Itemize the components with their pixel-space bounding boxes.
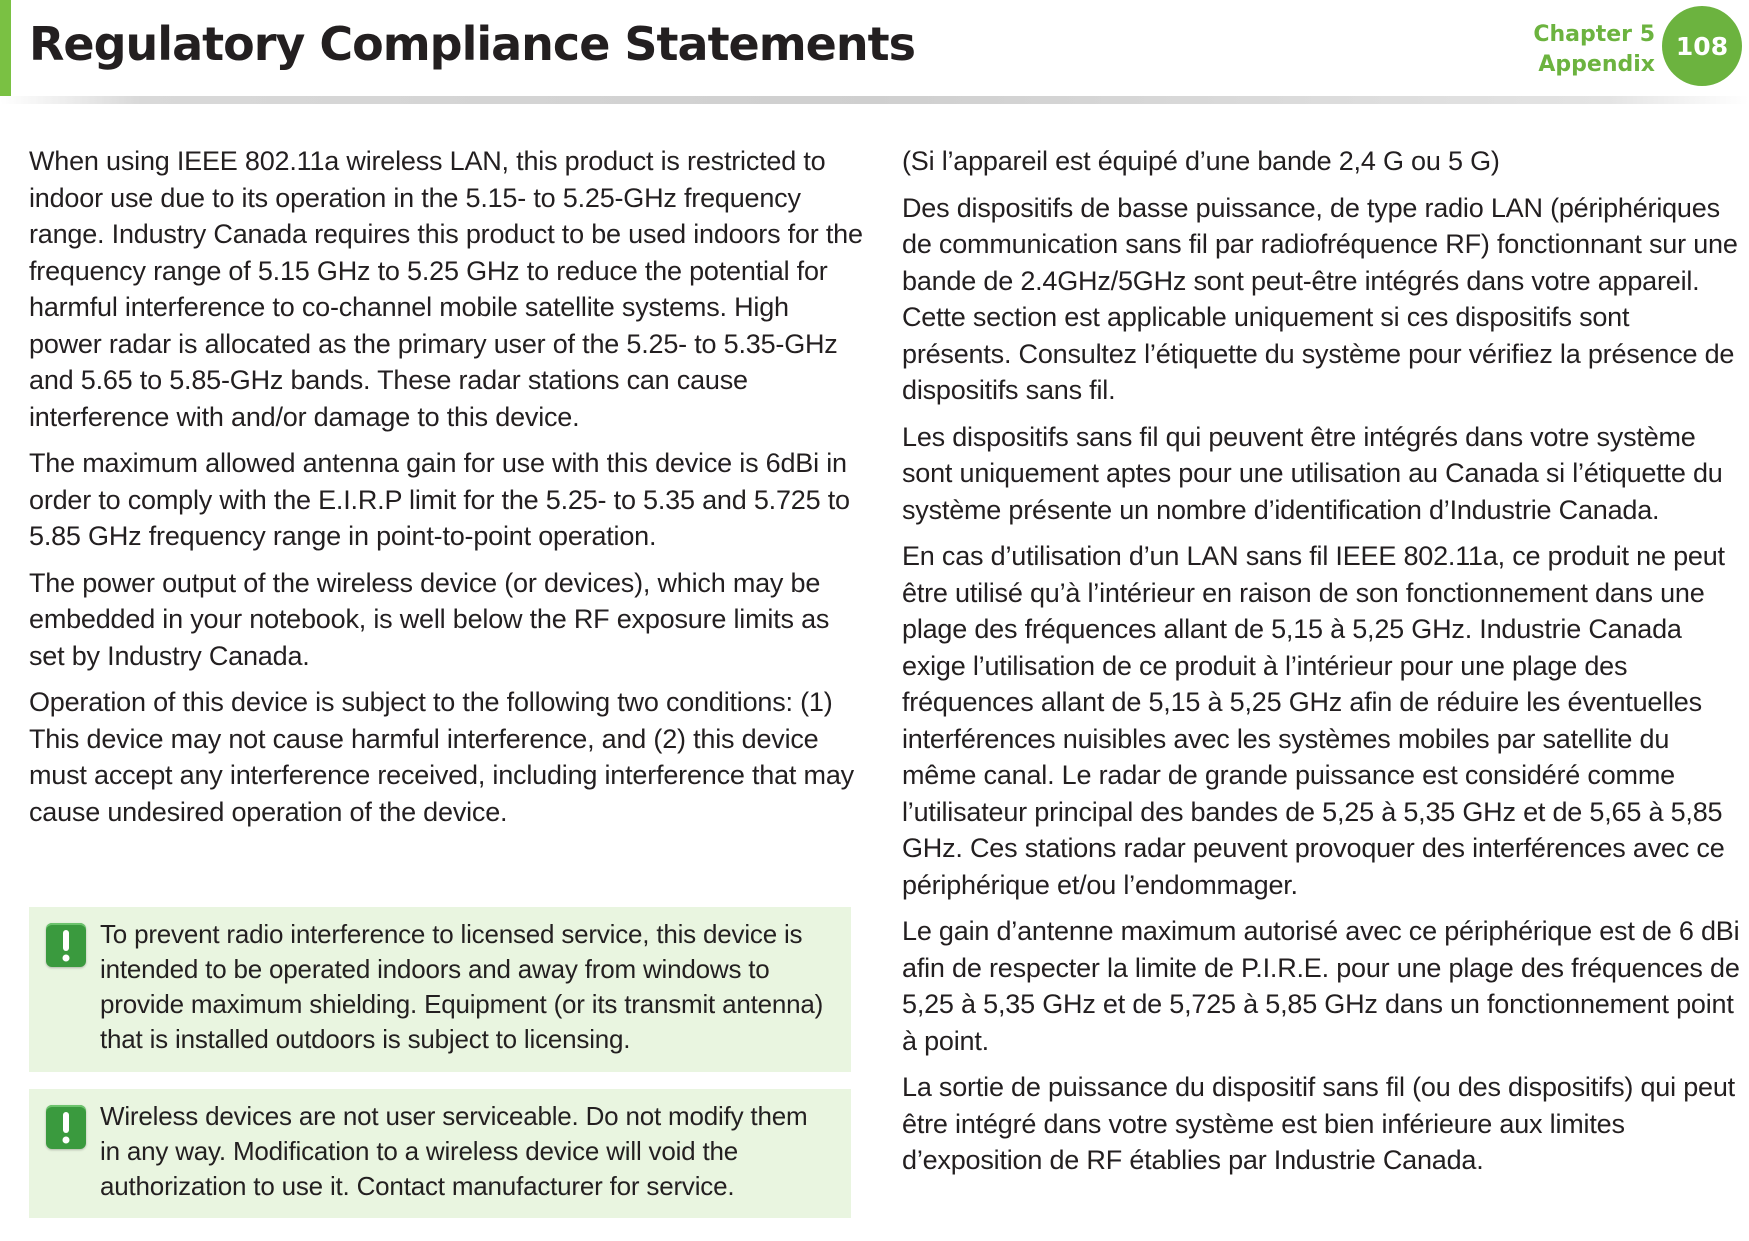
warning-icon: [46, 923, 86, 967]
paragraph: Les dispositifs sans fil qui peuvent être intégrés dans votre système sont uniquement aptes pour une utilisation au Canada si l’étiquette du système présente un nombre d’identification d’Industrie Canada.: [902, 421, 1723, 525]
paragraph: La sortie de puissance du dispositif sans fil (ou des dispositifs) qui peut être intégré dans votre système est bien inférieure aux limites d’exposition de RF établies par Industrie Canada.: [902, 1072, 1735, 1175]
caution-note: [29, 1089, 851, 1218]
chapter-info: [1533, 20, 1655, 80]
warning-icon: [46, 1105, 86, 1149]
paragraph: En cas d’utilisation d’un LAN sans fil IEEE 802.11a, ce produit ne peut être utilisé qu’à l’intérieur en raison de son fonctionnement dans une plage des fréquences allant de 5,15 à 5,25 GHz. Industrie Canada exige l’utilisation de ce produit à l’intérieur pour une plage des fréquences allant de 5,15 à 5,25 GHz afin de réduire les éventuelles interférences nuisibles avec les systèmes mobiles par satellite du même canal. Le radar de grande puissance est considéré comme l’utilisateur principal des bandes de 5,25 à 5,35 GHz et de 5,65 à 5,85 GHz. Ces stations radar peuvent provoquer des interférences avec ce périphérique et/ou l’endommager.: [902, 541, 1725, 900]
note-text: Wireless devices are not user serviceable. Do not modify them in any way. Modification to a wireless device will void the authorization to use it. Contact manufacturer for service.: [100, 1101, 808, 1201]
caution-note: [29, 907, 851, 1072]
right-column: [902, 143, 1742, 1189]
chapter-label: Chapter 5: [1533, 22, 1655, 47]
page-title: Regulatory Compliance Statements: [29, 17, 916, 71]
paragraph: When using IEEE 802.11a wireless LAN, this product is restricted to indoor use due to its operation in the 5.15- to 5.25-GHz frequency range. Industry Canada requires this product to be used indoors for the frequency range of 5.15 GHz to 5.25 GHz to reduce the potential for harmful interference to co-channel mobile satellite systems. High power radar is allocated as the primary user of the 5.25- to 5.35-GHz and 5.65 to 5.85-GHz bands. These radar stations can cause interference with and/or damage to this device.: [29, 146, 863, 432]
note-text: To prevent radio interference to licensed service, this device is intended to be operated indoors and away from windows to provide maximum shielding. Equipment (or its transmit antenna) that is installed outdoors is subject to licensing.: [100, 919, 824, 1054]
paragraph: Des dispositifs de basse puissance, de type radio LAN (périphériques de communication sans fil par radiofréquence RF) fonctionnant sur une bande de 2.4GHz/5GHz sont peut-être intégrés dans votre appareil. Cette section est applicable uniquement si ces dispositifs sont présents. Consultez l’étiquette du système pour vérifiez la présence de dispositifs sans fil.: [902, 192, 1738, 405]
left-column: [29, 143, 864, 840]
paragraph: The maximum allowed antenna gain for use with this device is 6dBi in order to comply with the E.I.R.P limit for the 5.25- to 5.35 and 5.725 to 5.85 GHz frequency range in point-to-point operation.: [29, 448, 850, 551]
paragraph: The power output of the wireless device (or devices), which may be embedded in your notebook, is well below the RF exposure limits as set by Industry Canada.: [29, 567, 830, 671]
header-divider: [0, 96, 1749, 104]
paragraph: Le gain d’antenne maximum autorisé avec ce périphérique est de 6 dBi afin de respecter la limite de P.I.R.E. pour une plage des fréquences de 5,25 à 5,35 GHz et de 5,725 à 5,85 GHz dans un fonctionnement point à point.: [902, 916, 1740, 1056]
paragraph: Operation of this device is subject to the following two conditions: (1) This device may not cause harmful interference, and (2) this device must accept any interference received, including interference that may cause undesired operation of the device.: [29, 687, 854, 827]
header-accent-bar: [0, 0, 11, 96]
paragraph: (Si l’appareil est équipé d’une bande 2,4 G ou 5 G): [902, 146, 1500, 176]
section-label: Appendix: [1538, 52, 1655, 77]
page-number-badge: 108: [1662, 6, 1742, 86]
